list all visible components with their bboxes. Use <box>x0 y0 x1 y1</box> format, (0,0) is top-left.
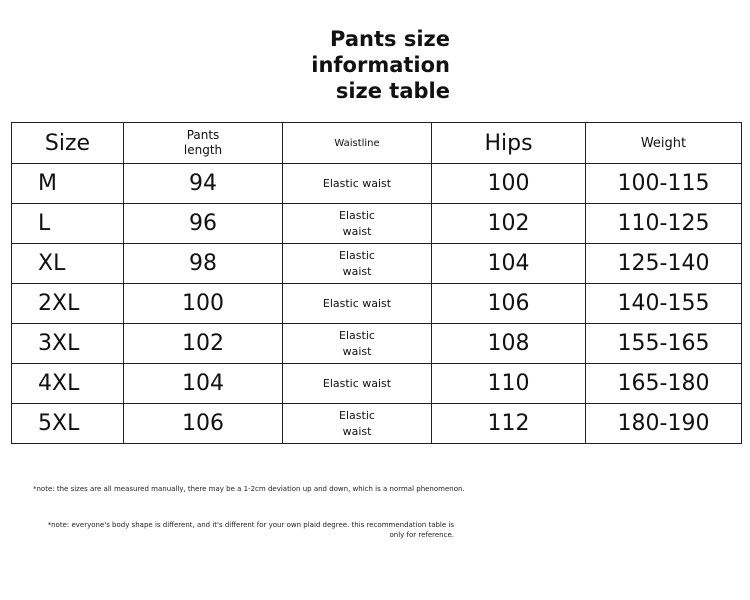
waistline-line-1: Elastic <box>339 208 375 222</box>
cell-size: 4XL <box>12 364 124 404</box>
cell-weight: 165-180 <box>586 364 742 404</box>
cell-pants-length: 98 <box>124 244 283 284</box>
waistline-line-2: waist <box>342 224 372 238</box>
cell-pants-length: 104 <box>124 364 283 404</box>
cell-weight: 155-165 <box>586 324 742 364</box>
cell-size: L <box>12 204 124 244</box>
size-table <box>11 122 742 444</box>
waistline-line-2: waist <box>342 424 372 438</box>
waistline-line-1: Elastic <box>339 408 375 422</box>
table-header-row <box>12 123 742 164</box>
cell-hips: 110 <box>432 364 586 404</box>
table-row <box>12 404 742 444</box>
cell-size: 2XL <box>12 284 124 324</box>
cell-size: 5XL <box>12 404 124 444</box>
waistline-line-2: waist <box>342 264 372 278</box>
header-pants-length <box>124 123 283 164</box>
table-row <box>12 324 742 364</box>
cell-hips: 104 <box>432 244 586 284</box>
cell-waistline <box>283 364 432 404</box>
cell-hips: 102 <box>432 204 586 244</box>
cell-size: M <box>12 164 124 204</box>
cell-hips: 108 <box>432 324 586 364</box>
cell-pants-length: 100 <box>124 284 283 324</box>
waistline-line-1: Elastic waist <box>322 176 392 190</box>
header-size: Size <box>12 123 124 164</box>
cell-pants-length: 96 <box>124 204 283 244</box>
cell-weight: 110-125 <box>586 204 742 244</box>
cell-weight: 125-140 <box>586 244 742 284</box>
note-measurement: *note: the sizes are all measured manually, there may be a 1-2cm deviation up and down, which is a normal phenomenon. <box>33 485 465 493</box>
cell-waistline <box>283 324 432 364</box>
header-waistline: Waistline <box>283 123 432 164</box>
table-row <box>12 284 742 324</box>
cell-size: XL <box>12 244 124 284</box>
cell-pants-length: 94 <box>124 164 283 204</box>
header-weight: Weight <box>586 123 742 164</box>
header-hips: Hips <box>432 123 586 164</box>
cell-waistline <box>283 244 432 284</box>
cell-weight: 140-155 <box>586 284 742 324</box>
cell-pants-length: 102 <box>124 324 283 364</box>
waistline-line-1: Elastic waist <box>322 376 392 390</box>
cell-waistline <box>283 284 432 324</box>
page-title <box>300 26 450 104</box>
cell-hips: 100 <box>432 164 586 204</box>
title-line-1: Pants size <box>330 27 450 51</box>
cell-waistline <box>283 204 432 244</box>
waistline-line-1: Elastic waist <box>322 296 392 310</box>
title-line-2: information <box>311 53 450 77</box>
header-pants-length-line-1: Pants <box>186 128 220 142</box>
waistline-line-2: waist <box>342 344 372 358</box>
title-line-3: size table <box>335 79 450 103</box>
cell-weight: 100-115 <box>586 164 742 204</box>
cell-hips: 106 <box>432 284 586 324</box>
cell-pants-length: 106 <box>124 404 283 444</box>
cell-hips: 112 <box>432 404 586 444</box>
cell-weight: 180-190 <box>586 404 742 444</box>
waistline-line-1: Elastic <box>339 248 375 262</box>
table-row <box>12 244 742 284</box>
table-row <box>12 164 742 204</box>
waistline-line-1: Elastic <box>339 328 375 342</box>
cell-waistline <box>283 164 432 204</box>
cell-size: 3XL <box>12 324 124 364</box>
header-pants-length-line-2: length <box>183 143 223 157</box>
table-row <box>12 364 742 404</box>
cell-waistline <box>283 404 432 444</box>
table-row <box>12 204 742 244</box>
note-body-shape: *note: everyone's body shape is different, and it's different for your own plaid degree. this recommendation table is only for reference. <box>47 521 454 539</box>
